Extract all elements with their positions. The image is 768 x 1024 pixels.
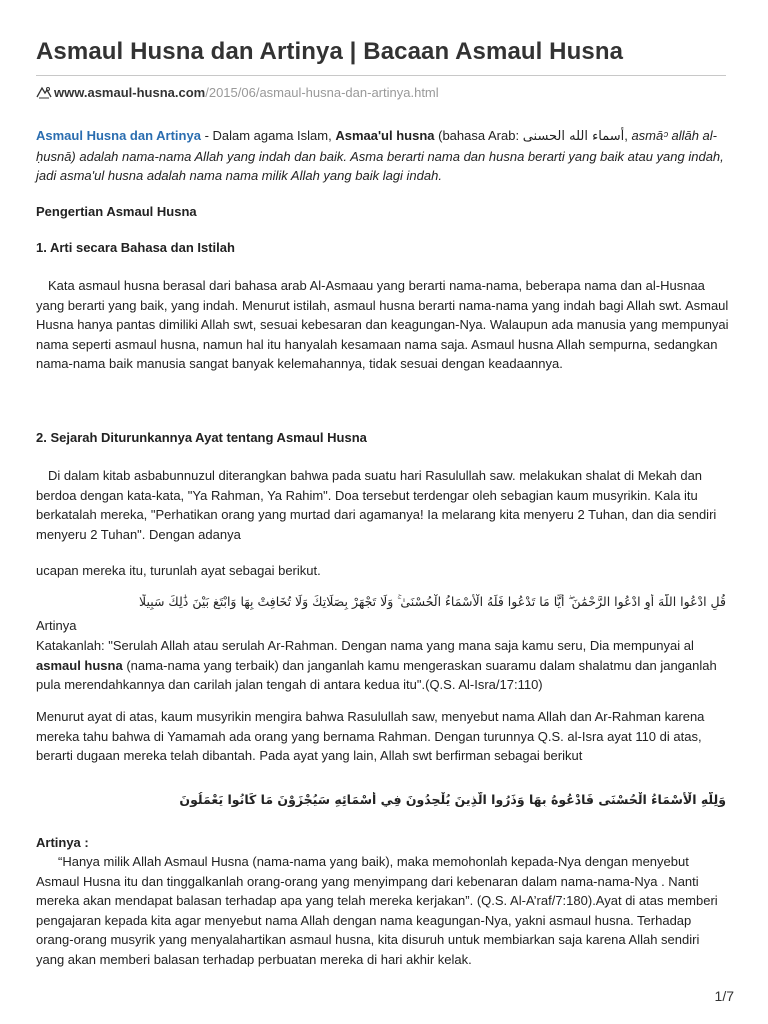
translation-2: “Hanya milik Allah Asmaul Husna (nama-nama yang baik), maka memohonlah kepada-Nya dengan menyebut Asmaul Husna itu dan tinggalkanlah orang-orang yang menyimpang dari kebenaran dalam nama-nama-Nya . Nanti mereka akan mendapat balasan terhadap apa yang telah mereka kerjakan”. (Q.S. Al-A’raf/7:180).Ayat di atas memberi pengajaran kepada kita agar menyebut nama Allah dengan nama keagungan-Nya, yakni asmaul husna. Terhadap orang-orang musyrik yang menyalahartikan asmaul husna, kita disuruh untuk membiarkan saja karena Allah sendiri yang akan memberi balasan terhadap perbuatan mereka di hari akhir kelak. [36,854,718,967]
subsection-heading-2: 2. Sejarah Diturunkannya Ayat tentang Asmaul Husna [36,430,367,445]
link-icon [36,86,52,99]
subsection-heading-1: 1. Arti secara Bahasa dan Istilah [36,240,235,255]
title-divider [36,75,726,76]
arabic-term: أسماء الله الحسنى [522,129,625,144]
page-number: 1/7 [714,988,734,1004]
subsection-1-text: Kata asmaul husna berasal dari bahasa arab Al-Asmaau yang berarti nama-nama, beberapa nama dan al-Husnaa yang berarti yang baik, yang indah. Menurut istilah, asmaul husna berarti nama-nama yang indah bagi Allah swt. Asmaul Husna hanya pantas dimiliki Allah swt, sesuai kebesaran dan keagungan-Nya. Walaupun ada manusia yang mempunyai nama seperti asmaul husna, namun hal itu hanyalah kesamaan nama saja. Asmaul husna Allah sempurna, sedangkan nama-nama baik manusia sangat banyak kelemahannya, tidak sesuai dengan keadaannya. [36,278,729,371]
explanation-paragraph: Menurut ayat di atas, kaum musyrikin mengira bahwa Rasulullah saw, menyebut nama Allah dan Ar-Rahman karena mereka tahu bahwa di Yamamah ada orang yang bernama Rahman. Dengan turunnya Q.S. al-Isra ayat 110 di atas, berarti dugaan mereka telah dibantah. Pada ayat yang lain, Allah swt berfirman sebagai berikut [36,709,705,763]
quran-verse-1: قُلِ ادْعُوا اللَّهَ أَوِ ادْعُوا الرَّحْمَٰنَ ۖ أَيًّا مَا تَدْعُوا فَلَهُ الْأَسْمَاءُ الْحُسْنَىٰ ۚ وَلَا تَجْهَرْ بِصَلَاتِكَ وَلَا تُخَافِتْ بِهَا وَابْتَغِ بَيْنَ ذَٰلِكَ سَبِيلًا [138,594,726,609]
quran-verse-2: وَلِلَّهِ الْأَسْمَاءُ الْحُسْنَى فَادْعُوهُ بِهَا وَذَرُوا الَّذِينَ يُلْحِدُونَ فِي أَسْمَائِهِ سَيُجْزَوْنَ مَا كَانُوا يَعْمَلُونَ [179,792,726,807]
page-title: Asmaul Husna dan Artinya | Bacaan Asmaul Husna [36,38,624,65]
source-url[interactable] [36,85,439,100]
intro-link[interactable]: Asmaul Husna dan Artinya [36,128,201,143]
url-path[interactable]: /2015/06/asmaul-husna-dan-artinya.html [205,85,439,100]
subsection-2-text: Di dalam kitab asbabunnuzul diterangkan bahwa pada suatu hari Rasulullah saw. melakukan shalat di Mekah dan berdoa dengan kata-kata, "Ya Rahman, Ya Rahim". Doa tersebut terdengar oleh sebagian kaum musyrikin. Kala itu berkatalah mereka, "Perhatikan orang yang murtad dari agamanya! Ia melarang kita menyeru 2 Tuhan, dan dia sendiri menyeru 2 Tuhan". Dengan adanya [36,468,717,542]
artinya-label-2: Artinya : [36,835,89,850]
transliteration: asmāᵓ allāh al-ḥusnā) adalah nama-nama Allah yang indah dan baik. Asma berarti nama dan husna berarti yang baik atau yang indah, jadi asma'ul husna adalah nama nama milik Allah yang baik lagi indah. [36,128,724,183]
section-heading: Pengertian Asmaul Husna [36,204,197,219]
artinya-label-1: Artinya [36,618,77,633]
translation-1: Katakanlah: "Serulah Allah atau serulah Ar-Rahman. Dengan nama yang mana saja kamu seru, Dia mempunyai al asmaul husna (nama-nama yang terbaik) dan janganlah kamu mengeraskan suaramu dalam shalatmu dan janganlah pula merendahkannya dan carilah jalan tengah di antara kedua itu".(Q.S. Al-Isra/17:110) [36,638,717,692]
intro-paragraph: Asmaul Husna dan Artinya - Dalam agama Islam, Asmaa'ul husna (bahasa Arab: أسماء الله الحسنى, asmāᵓ allāh al-ḥusnā) adalah nama-nama Allah yang indah dan baik. Asma berarti nama dan husna berarti yang baik atau yang indah, jadi asma'ul husna adalah nama nama milik Allah yang baik lagi indah. [36,128,724,183]
url-host[interactable]: www.asmaul-husna.com [54,85,206,100]
subsection-2-continued: ucapan mereka itu, turunlah ayat sebagai berikut. [36,563,321,578]
